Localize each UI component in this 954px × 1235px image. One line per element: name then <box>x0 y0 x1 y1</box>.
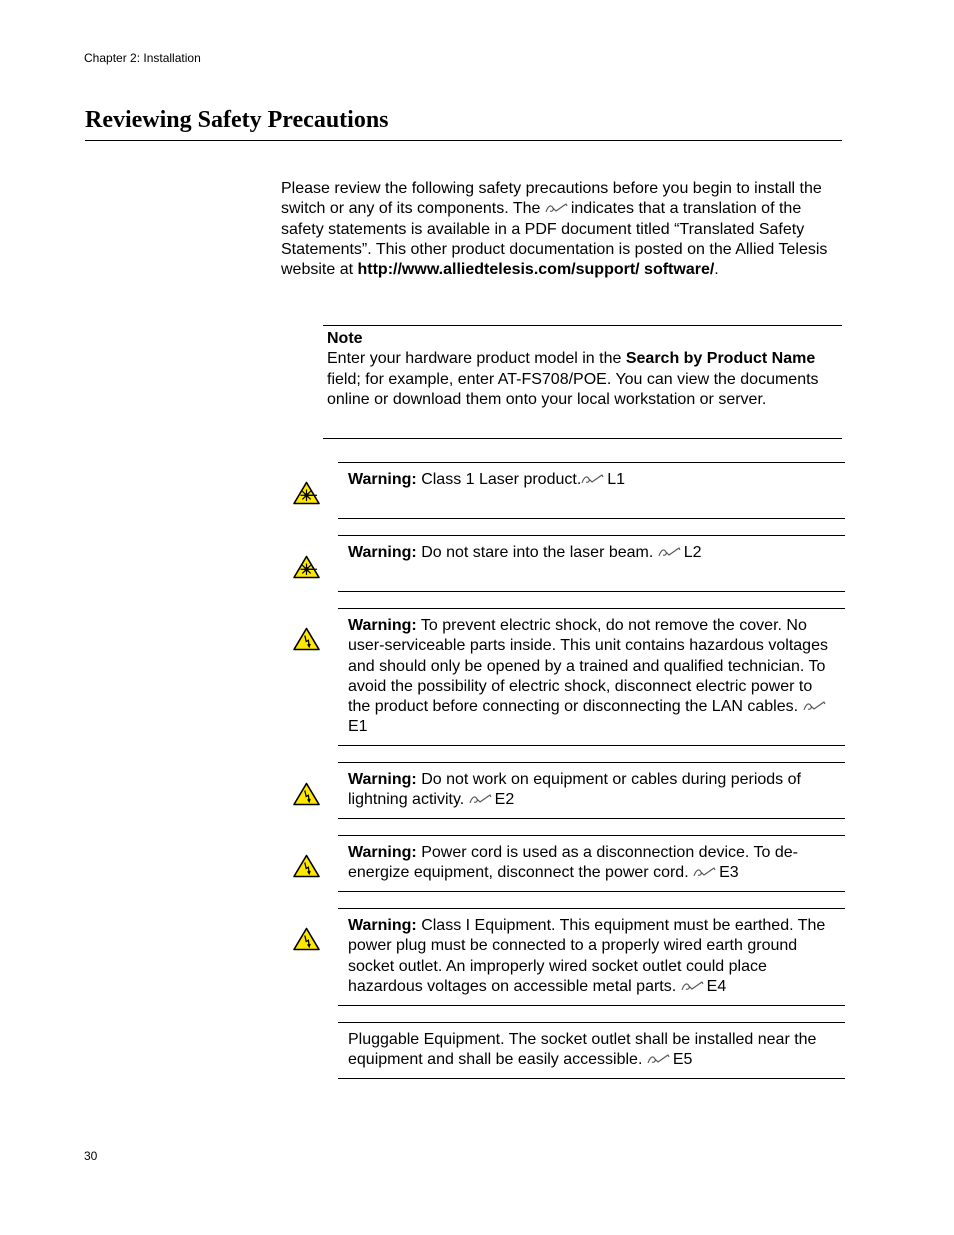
translation-pen-icon <box>581 473 605 485</box>
laser-warning-icon <box>293 481 320 505</box>
electrical-warning-icon <box>293 627 320 651</box>
running-header: Chapter 2: Installation <box>84 51 201 65</box>
note-title: Note <box>327 330 363 347</box>
page-number: 30 <box>84 1149 98 1163</box>
warning-text: Class I Equipment. This equipment must be earthed. The power plug must be connected to a properly wired earth ground socket outlet. An improperly wired socket outlet could place hazardous voltages on accessible metal parts. <box>348 917 826 995</box>
translation-pen-icon <box>693 866 717 878</box>
warning-l2 <box>338 535 845 592</box>
warning-label: Warning: <box>348 844 417 861</box>
electrical-warning-icon <box>293 854 320 878</box>
statement-e5 <box>338 1022 845 1079</box>
warning-label: Warning: <box>348 617 417 634</box>
warning-text: Class 1 Laser product. <box>421 471 582 488</box>
warning-code: E2 <box>494 791 515 809</box>
warning-e2 <box>338 762 845 819</box>
note-body <box>327 349 838 410</box>
electrical-warning-icon <box>293 782 320 806</box>
warning-l1 <box>338 462 845 519</box>
translation-pen-icon <box>469 793 493 805</box>
translation-pen-icon <box>681 980 705 992</box>
laser-warning-icon <box>293 555 320 579</box>
warning-label: Warning: <box>348 471 417 488</box>
note-field-name: Search by Product Name <box>625 350 816 368</box>
warning-text: Power cord is used as a disconnection device. To de-energize equipment, disconnect the power cord. <box>348 844 798 882</box>
note-box <box>323 325 842 439</box>
warning-text: Do not stare into the laser beam. <box>421 544 654 561</box>
warning-text: To prevent electric shock, do not remove the cover. No user-serviceable parts inside. This unit contains hazardous voltages and should only be opened by a trained and qualified technician. To avoid the possibility of electric shock, disconnect electric power to the product before connecting or disconnecting the LAN cables. <box>348 617 828 716</box>
warning-e4 <box>338 908 845 1006</box>
note-text-2: field; for example, enter AT-FS708/POE. You can view the documents online or download them onto your local workstation or server. <box>327 370 819 408</box>
warning-label: Warning: <box>348 544 417 561</box>
support-url-link[interactable]: http://www.alliedtelesis.com/support/ software/ <box>357 261 715 279</box>
translation-pen-icon <box>658 546 682 558</box>
warning-label: Warning: <box>348 917 417 934</box>
warning-code: E3 <box>719 864 739 882</box>
warning-text: Pluggable Equipment. The socket outlet shall be installed near the equipment and shall be easily accessible. <box>348 1031 817 1069</box>
warning-label: Warning: <box>348 771 417 788</box>
warning-code: L2 <box>683 544 702 561</box>
intro-text-1: Please review the following safety precautions before you begin to install the switch or any of its components. The <box>281 180 822 218</box>
page-title: Reviewing Safety Precautions <box>85 107 842 141</box>
translation-pen-icon <box>647 1053 671 1065</box>
warning-code: L1 <box>607 471 626 488</box>
intro-end: . <box>714 261 719 279</box>
translation-pen-icon <box>803 700 827 712</box>
intro-text-2: indicates that a translation of the safety statements is available in a PDF document titled “Translated Safety Statements”. This other product documentation is posted on the Allied Telesis website at <box>281 200 828 279</box>
note-text-1: Enter your hardware product model in the <box>327 350 622 368</box>
warning-code: E1 <box>348 718 368 736</box>
warning-text: Do not work on equipment or cables during periods of lightning activity. <box>348 771 801 809</box>
warning-e1 <box>338 608 845 746</box>
intro-paragraph <box>281 179 846 280</box>
warning-code: E5 <box>672 1051 693 1069</box>
warning-code: E4 <box>706 977 727 995</box>
warning-e3 <box>338 835 845 892</box>
electrical-warning-icon <box>293 927 320 951</box>
translation-pen-icon <box>545 202 569 214</box>
